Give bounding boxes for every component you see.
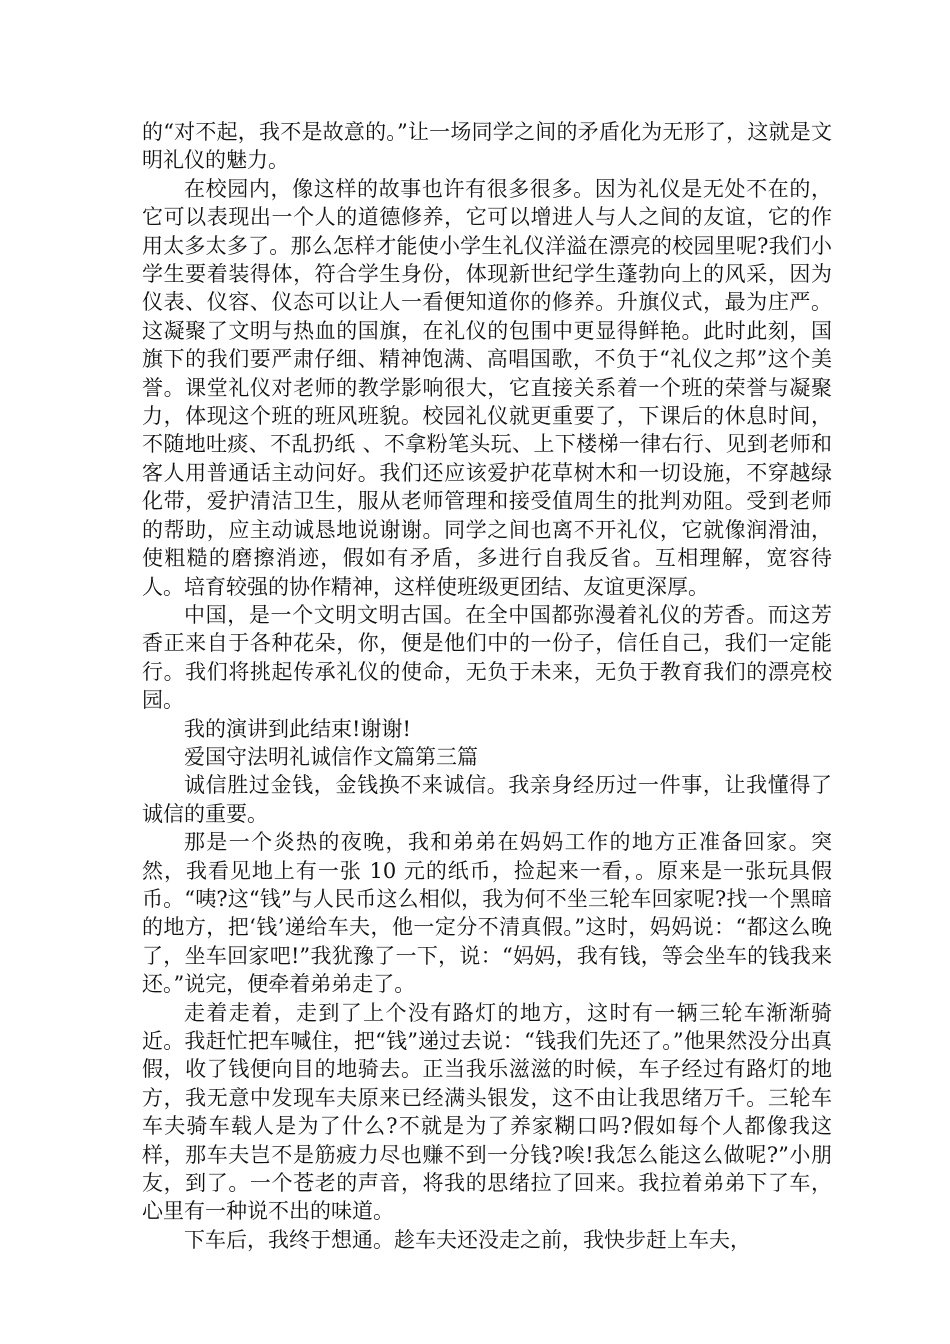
section-heading: 爱国守法明礼诚信作文篇第三篇 [184, 744, 478, 769]
paragraph: 那是一个炎热的夜晚，我和弟弟在妈妈工作的地方正准备回家。突然，我看见地上有一张 10 元的纸币，捡起来一看，。原来是一张玩具假币。“咦?这“钱”与人民币这么相似，我为何不坐三轮车回家呢?找一个黑暗的地方，把‘钱’递给车夫，他一定分不清真假。”这时，妈妈说：“都这么晚了，坐车回家吧!”我犹豫了一下，说：“妈妈，我有钱，等会坐车的钱我来还。”说完，便牵着弟弟走了。 [142, 830, 832, 997]
paragraph: 在校园内，像这样的故事也许有很多很多。因为礼仪是无处不在的，它可以表现出一个人的道德修养，它可以增进人与人之间的友谊，它的作用太多太多了。那么怎样才能使小学生礼仪洋溢在漂亮的校园里呢?我们小学生要着装得体，符合学生身份，体现新世纪学生蓬勃向上的风采，因为仪表、仪容、仪态可以让人一看便知道你的修养。升旗仪式，最为庄严。这凝聚了文明与热血的国旗，在礼仪的包围中更显得鲜艳。此时此刻，国旗下的我们要严肃仔细、精神饱满、高唱国歌，不负于“礼仪之邦”这个美誉。课堂礼仪对老师的教学影响很大，它直接关系着一个班的荣誉与凝聚力，体现这个班的班风班貌。校园礼仪就更重要了，下课后的休息时间，不随地吐痰、不乱扔纸 、不拿粉笔头玩、上下楼梯一律右行、见到老师和客人用普通话主动问好。我们还应该爱护花草树木和一切设施，不穿越绿化带，爱护清洁卫生，服从老师管理和接受值周生的批判劝阻。受到老师的帮助，应主动诚恳地说谢谢。同学之间也离不开礼仪，它就像润滑油，使粗糙的磨擦消迹，假如有矛盾，多进行自我反省。互相理解，宽容待人。培育较强的协作精神，这样使班级更团结、友谊更深厚。 [142, 176, 832, 599]
document-body [142, 118, 832, 1254]
paragraph: 走着走着，走到了上个没有路灯的地方，这时有一辆三轮车渐渐骑近。我赶忙把车喊住，把“钱”递过去说：“钱我们先还了。”他果然没分出真假，收了钱便向目的地骑去。正当我乐滋滋的时候，车子经过有路灯的地方，我无意中发现车夫原来已经满头银发，这不由让我思绪万千。三轮车车夫骑车载人是为了什么?不就是为了养家糊口吗?假如每个人都像我这样，那车夫岂不是筋疲力尽也赚不到一分钱?唉!我怎么能这么做呢?”小朋友，到了。一个苍老的声音，将我的思绪拉了回来。我拉着弟弟下了车，心里有一种说不出的味道。 [142, 1000, 832, 1224]
paragraph: 诚信胜过金钱，金钱换不来诚信。我亲身经历过一件事，让我懂得了诚信的重要。 [142, 773, 832, 826]
paragraph: 下车后，我终于想通。趁车夫还没走之前，我快步赶上车夫， [184, 1227, 751, 1252]
paragraph: 中国，是一个文明文明古国。在全中国都弥漫着礼仪的芳香。而这芳香正来自于各种花朵，你，便是他们中的一份子，信任自己，我们一定能行。我们将挑起传承礼仪的使命，无负于未来，无负于教育我们的漂亮校园。 [142, 602, 832, 713]
paragraph-continued: 的“对不起，我不是故意的。”让一场同学之间的矛盾化为无形了，这就是文明礼仪的魅力。 [142, 120, 832, 173]
paragraph: 我的演讲到此结束!谢谢! [184, 716, 411, 741]
